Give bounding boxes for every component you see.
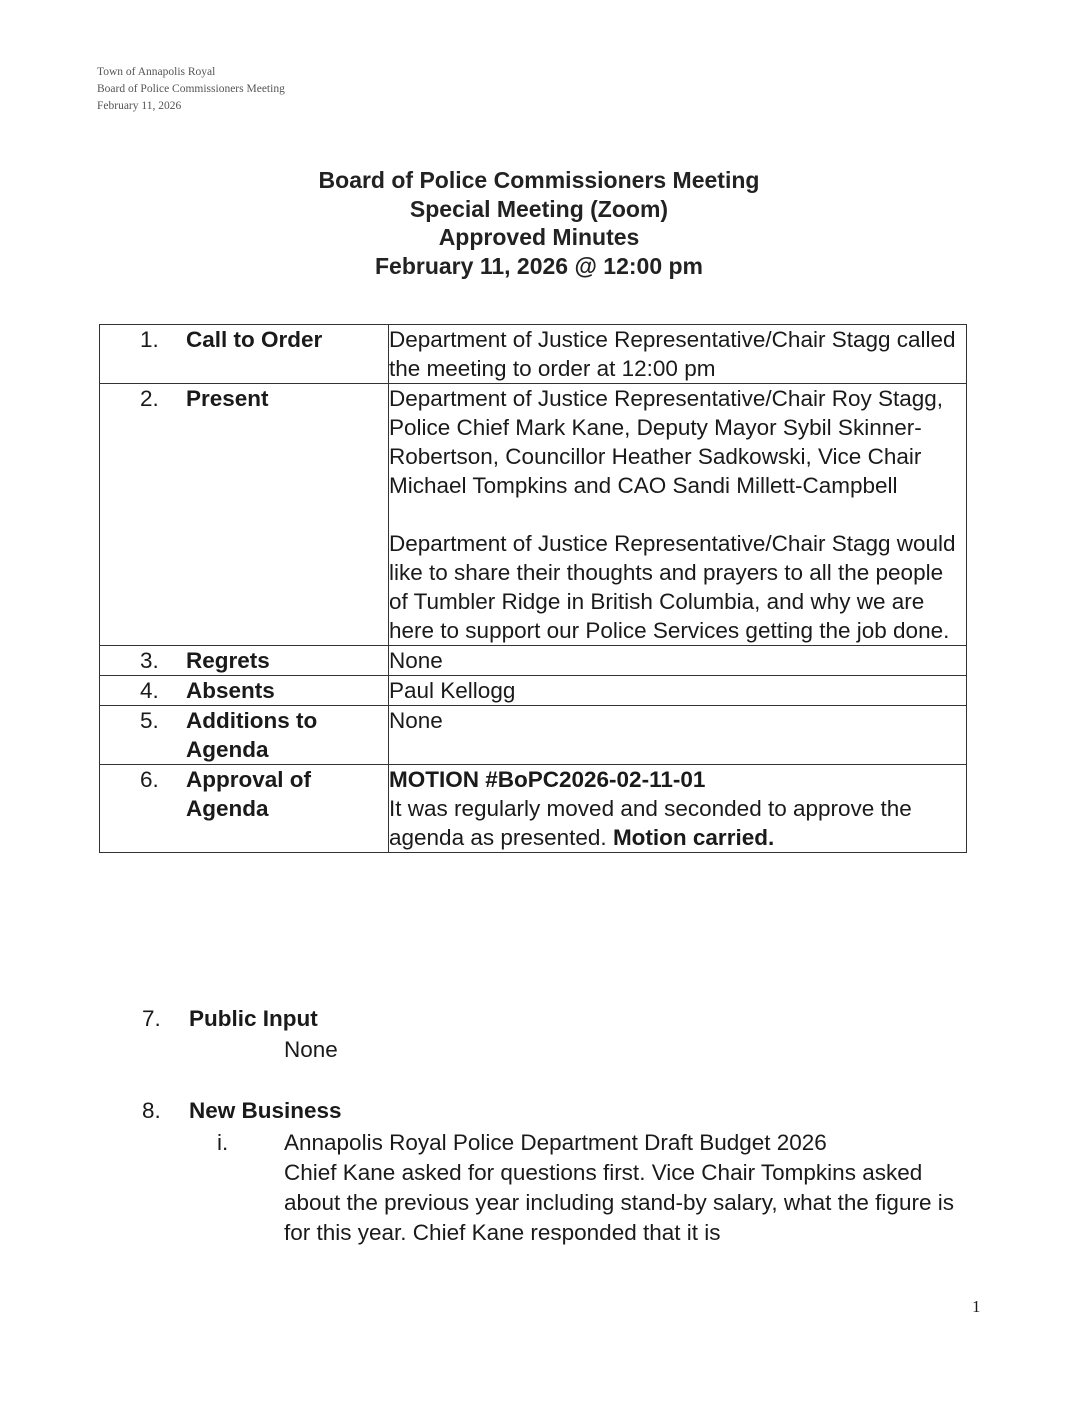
item-text: None: [389, 708, 443, 733]
item-number: 4.: [140, 678, 159, 703]
item-text: Paul Kellogg: [389, 678, 516, 703]
item-label: Approval of Agenda: [186, 767, 312, 821]
motion-number: MOTION #BoPC2026-02-11-01: [389, 767, 706, 792]
minutes-table: [99, 324, 967, 853]
table-row: [100, 676, 967, 706]
table-row: [100, 646, 967, 676]
item-number: 2.: [140, 386, 159, 411]
motion-text: It was regularly moved and seconded to approve the agenda as presented.: [389, 796, 912, 850]
page-number: 1: [972, 1297, 981, 1316]
table-row: [100, 384, 967, 646]
title-line-2: Special Meeting (Zoom): [409, 195, 669, 222]
header-board: Board of Police Commissioners Meeting: [97, 83, 285, 95]
item-cell: [100, 706, 389, 765]
item-title: Annapolis Royal Police Department Draft Budget 2026: [284, 1130, 827, 1155]
item-cell: [100, 325, 389, 384]
item-label: Additions to Agenda: [186, 708, 318, 762]
page-title: [0, 166, 1078, 280]
motion-text-block: [389, 794, 966, 852]
item-label: Absents: [186, 678, 275, 703]
item-label: Call to Order: [186, 327, 323, 352]
section-new-business: [142, 1096, 342, 1125]
title-line-1: Board of Police Commissioners Meeting: [318, 167, 760, 193]
title-line-4: February 11, 2026 @ 12:00 pm: [375, 252, 703, 279]
table-row: [100, 706, 967, 765]
item-text: None: [389, 648, 443, 673]
item-number: 3.: [140, 648, 159, 673]
table-row: [100, 765, 967, 853]
table-row: [100, 325, 967, 384]
item-text-second: Department of Justice Representative/Chair Stagg would like to share their thoughts and prayers to all the people of Tumbler Ridge in British Columbia, and why we are here to support our Police Services getting the job done.: [389, 531, 956, 643]
header-town: Town of Annapolis Royal: [97, 66, 216, 78]
description-cell: [389, 646, 967, 676]
description-cell: [389, 325, 967, 384]
item-cell: [100, 765, 389, 853]
item-number: 1.: [140, 327, 159, 352]
item-number: 6.: [140, 767, 159, 792]
new-business-item: [217, 1128, 977, 1248]
item-text: Department of Justice Representative/Chair Roy Stagg, Police Chief Mark Kane, Deputy Mayor Sybil Skinner-Robertson, Councillor Heather Sadkowski, Vice Chair Michael Tompkins and CAO Sandi Millett-Campbell: [389, 386, 944, 498]
item-label: Present: [186, 386, 269, 411]
item-body: Chief Kane asked for questions first. Vice Chair Tompkins asked about the previous year including stand-by salary, what the figure is for this year. Chief Kane responded that it is: [284, 1160, 954, 1245]
section-number: 8.: [142, 1098, 161, 1123]
description-cell: [389, 384, 967, 646]
section-public-input: [142, 1004, 338, 1064]
section-title: Public Input: [189, 1006, 318, 1031]
motion-result: Motion carried.: [612, 825, 775, 850]
item-label: Regrets: [186, 648, 270, 673]
item-roman-numeral: i.: [217, 1130, 229, 1155]
description-cell: [389, 706, 967, 765]
item-cell: [100, 646, 389, 676]
title-line-3: Approved Minutes: [438, 224, 640, 250]
item-cell: [100, 676, 389, 706]
description-cell: [389, 765, 967, 853]
document-header: [97, 64, 285, 115]
item-cell: [100, 384, 389, 646]
section-title: New Business: [189, 1098, 342, 1123]
description-cell: [389, 676, 967, 706]
header-date: February 11, 2026: [97, 100, 182, 112]
item-number: 5.: [140, 708, 159, 733]
item-text: Department of Justice Representative/Chair Stagg called the meeting to order at 12:00 pm: [389, 327, 956, 381]
section-number: 7.: [142, 1006, 161, 1031]
section-body: None: [284, 1037, 338, 1062]
